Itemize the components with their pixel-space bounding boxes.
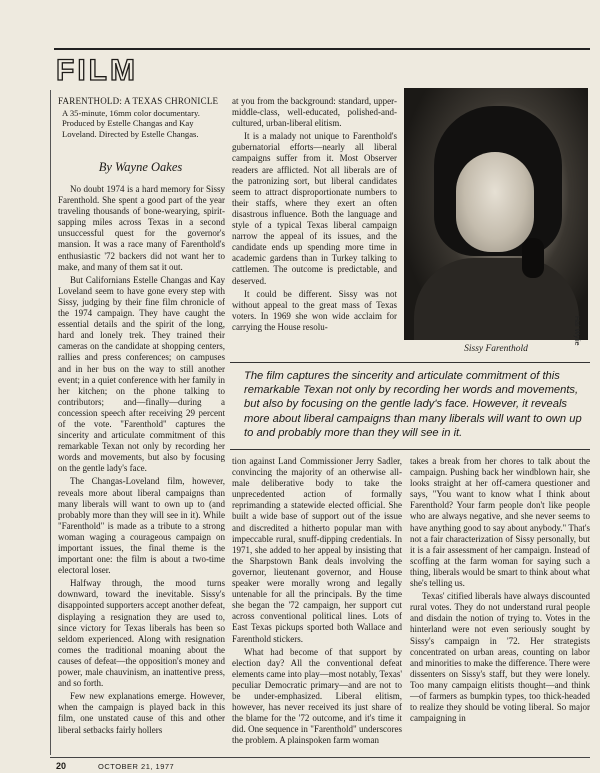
paragraph: Few new explanations emerge. However, when the campaign is played back in this film, one unstated cause of this and other liberal setbacks fairly hollers xyxy=(58,691,225,735)
film-details: A 35-minute, 16mm color documentary. Produced by Estelle Changas and Kay Loveland. Directed by Estelle Changas. xyxy=(62,107,200,139)
film-info xyxy=(58,96,223,139)
microphone-shape xyxy=(522,238,544,278)
film-title: FARENTHOLD: A TEXAS CHRONICLE xyxy=(58,96,219,106)
footer-rule xyxy=(50,757,590,758)
paragraph: What had become of that support by election day? All the conventional defeat elements came into play—most notably, Texas' peculiar Democratic primary—and are not to be under-emphasized. Liberal elitism, however, has never received its just share of the blame for the '72 outcome, and it's time it did. One sequence in "Farenthold" underscores the problem. A plainspoken farm woman xyxy=(232,646,402,746)
portrait-photo xyxy=(404,88,588,340)
left-margin-rule xyxy=(50,90,51,755)
paragraph: It is a malady not unique to Farenthold's gubernatorial efforts—nearly all liberal campaigns suffer from it. Most Observer readers are afflicted. Not all liberals are of the patronizing sort, but liberal candidates seem to attract disproportionate numbers to their staffs, where they exert an often disastrous influence. Both the language and style of a typical Texas liberal campaign narrow the appeal of its issues, and the candidate ends up spending more time in academic gardens than in Turkey talking to cattlemen. The outcome is predictable, and deserved. xyxy=(232,131,397,286)
paragraph: No doubt 1974 is a hard memory for Sissy Farenthold. She spent a good part of the year traveling thousands of bone-wearying, spirit-sapping miles across Texas in a second unsuccessful quest for the governor's mansion. It was a race many of Farenthold's enthusiastic '72 backers did not want her to make, and many of them sat it out. xyxy=(58,184,225,272)
paragraph: It could be different. Sissy was not without appeal to the great mass of Texas voters. In 1969 she won wide acclaim for carrying the House resolu- xyxy=(232,288,397,332)
page-number: 20 xyxy=(56,761,67,771)
paragraph: The Changas-Loveland film, however, reveals more about liberal campaigns than many liberals will want to own up to (and probably more than they will see in it). While "Farenthold" is made as a tribute to a strong woman waging a courageous campaign on important issues, the final theme is the important one: the film is about a two-time electoral loser. xyxy=(58,476,225,576)
photo-body-shape xyxy=(414,258,579,340)
column-3-bottom xyxy=(410,456,590,724)
paragraph: takes a break from her chores to talk about the campaign. Pushing back her windblown hair, she looks straight at her off-camera questioner and says, "You want to know what I think about Farenthold? Your farm people don't like people who are always negative, and she never seems to have anything good to say about anybody." That's not a fair characterization of Sissy personally, but it is a fair assessment of her campaign. Instead of scoffing at the farm woman for saying such a thing, liberals would be smart to think about what she's telling us. xyxy=(410,456,590,589)
paragraph: at you from the background: standard, upper-middle-class, well-educated, polished-and-cultured, urban-liberal elitism. xyxy=(232,96,397,129)
column-1 xyxy=(58,184,225,736)
paragraph: Texas' citified liberals have always discounted rural votes. They do not understand rural people and disdain the notion of trying to. Votes in the hinterland were not even seriously sought by Sissy's campaign in '72. Her strategists concentrated on urban areas, counting on labor and minorities to make the difference. There were dissenters on Sissy's staff, but they were lonely. Too many campaign elitists thought—and think—of farmers as bumpkin types, too thick-headed to realize they should be voting liberal. So major campaigning in xyxy=(410,591,590,724)
photo-face-shape xyxy=(456,152,534,252)
top-rule xyxy=(54,48,590,50)
issue-date: OCTOBER 21, 1977 xyxy=(98,762,175,771)
paragraph: Halfway through, the mood turns downward, toward the inevitable. Sissy's disappointed supporters accept another defeat, displaying a resignation they are used to, since victory for Texas liberals has been so seldom experienced. Along with resignation comes the traditional moaning about the causes of defeat—the opposition's money and power, male chauvinism, an inattentive press, and so forth. xyxy=(58,578,225,689)
column-2-bottom xyxy=(232,456,402,746)
paragraph: But Californians Estelle Changas and Kay Loveland seem to have gone every step with Sissy, judging by their fine film chronicle of the 1974 campaign. They have caught the essential details and the spirit of the long, hard and lonely trek. They trained their cameras on the candidate at shopping centers, rallies and press conferences; on campuses and in her bus on the way to still another event; in a quiet conference with her family in her kitchen; on the phone talking to contributors; and—finally—during a concession speech after receiving 29 percent of the vote. "Farenthold" captures the sincerity and articulate commitment of this remarkable Texan not only by recording her words and movements, but also by focusing on the gentle lady's face. xyxy=(58,274,225,474)
byline: By Wayne Oakes xyxy=(98,160,183,174)
paragraph: tion against Land Commissioner Jerry Sadler, convincing the majority of an otherwise all-male deliberative body to take the unprecedented action of formally reprimanding a statewide elected official. She built a wide base of support out of the issue and discredited a hitherto popular man with impeccable rural, snuff-dipping credentials. In 1971, she added to her appeal by insisting that the Sharpstown Bank deals involving the governor, lieutenant governor, and House speaker were morally wrong and legally untenable for all the principals. By the time she began the '72 campaign, her support cut across conventional political lines. Lots of East Texas pickups sported both Wallace and Farenthold stickers. xyxy=(232,456,402,644)
photo-caption: Sissy Farenthold xyxy=(464,344,528,354)
pullquote: The film captures the sincerity and articulate commitment of this remarkable Texan not only by recording her words and movements, but also by focusing on the gentle lady's face. However, it reveals more about liberal campaigns than many liberals will want to own up to and probably more than they will see in it. xyxy=(244,370,582,439)
column-2-top xyxy=(232,96,397,333)
section-title: FILM xyxy=(56,54,138,87)
photo-credit: Hal Wylie xyxy=(573,316,580,346)
